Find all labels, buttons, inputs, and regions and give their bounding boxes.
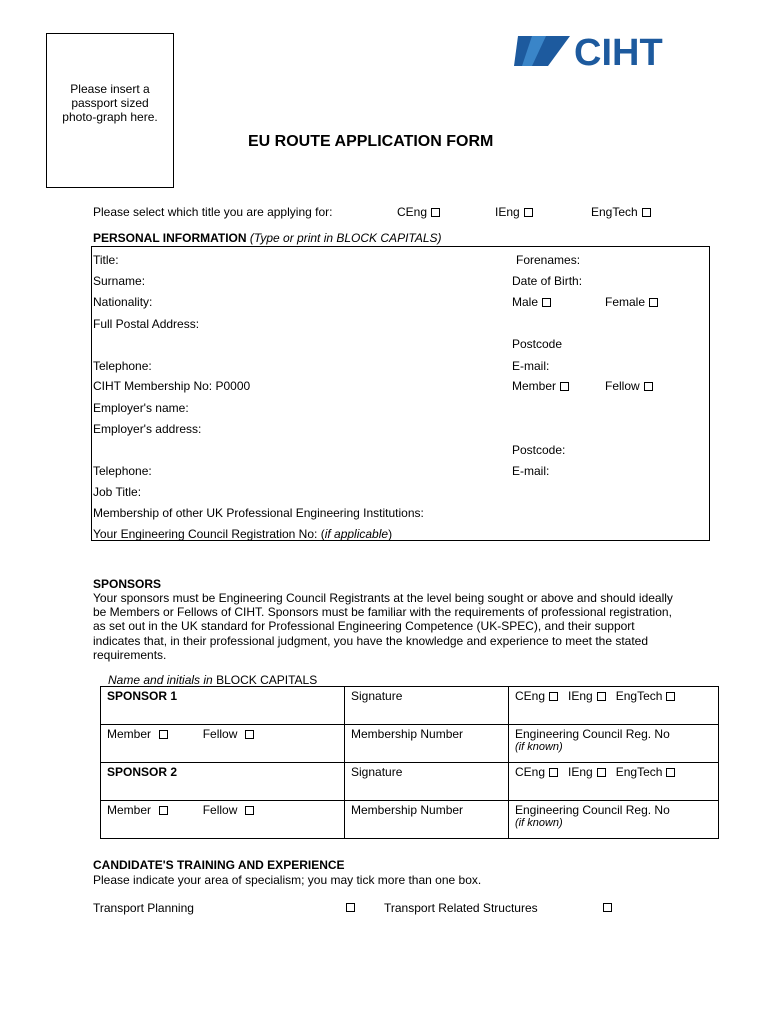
- sponsor1-ec-reg-cell[interactable]: [509, 725, 719, 763]
- sponsor1-membership-number-label: Membership Number: [351, 727, 464, 741]
- sponsor1-if-known: (if known): [515, 741, 563, 753]
- ec-reg-note: if applicable: [324, 527, 389, 541]
- engtech-checkbox[interactable]: [642, 208, 651, 217]
- ieng-checkbox[interactable]: [524, 208, 533, 217]
- option-ceng[interactable]: [397, 205, 440, 219]
- sponsor2-fellow-checkbox[interactable]: [245, 806, 254, 815]
- sponsor-name-note-italic: Name and initials in: [108, 673, 213, 687]
- email-field[interactable]: E-mail:: [512, 359, 550, 373]
- employer-postcode-field[interactable]: Postcode:: [512, 443, 566, 457]
- fellow-checkbox[interactable]: [644, 382, 653, 391]
- sponsor2-member-cell: [101, 801, 345, 839]
- member-checkbox[interactable]: [560, 382, 569, 391]
- option-ieng-label: IEng: [495, 205, 520, 219]
- sponsor1-ieng-checkbox[interactable]: [597, 692, 606, 701]
- photo-instruction: Please insert a passport sized photo-graph here.: [62, 82, 158, 124]
- forenames-field[interactable]: Forenames:: [516, 253, 581, 267]
- fellow-label: Fellow: [605, 379, 640, 393]
- sponsor1-label: SPONSOR 1: [107, 689, 178, 703]
- logo-text: CIHT: [574, 32, 663, 70]
- sponsor1-grade-cell: [509, 687, 719, 725]
- sponsor1-name-cell[interactable]: [101, 687, 345, 725]
- job-title-field[interactable]: Job Title:: [93, 485, 142, 499]
- sponsor1-signature-cell[interactable]: [345, 687, 509, 725]
- sponsor2-ec-reg-cell[interactable]: [509, 801, 719, 839]
- employer-telephone-field[interactable]: Telephone:: [93, 464, 152, 478]
- sponsor1-ieng-label: IEng: [568, 689, 593, 703]
- sponsor2-signature-label: Signature: [351, 765, 403, 779]
- personal-heading-note: (Type or print in BLOCK CAPITALS): [249, 231, 442, 245]
- sponsor2-membership-number-label: Membership Number: [351, 803, 464, 817]
- form-title: EU ROUTE APPLICATION FORM: [248, 133, 494, 150]
- sponsor2-engtech-checkbox[interactable]: [666, 768, 675, 777]
- sponsor1-member-checkbox[interactable]: [159, 730, 168, 739]
- option-engtech-label: EngTech: [591, 205, 638, 219]
- sponsor2-ceng-checkbox[interactable]: [549, 768, 558, 777]
- training-heading: CANDIDATE'S TRAINING AND EXPERIENCE: [93, 858, 345, 872]
- sponsor1-engtech-label: EngTech: [615, 689, 663, 703]
- sponsor2-member-label: Member: [107, 803, 152, 817]
- ciht-logo: [514, 32, 699, 70]
- sponsor1-membership-row: [101, 725, 719, 763]
- female-option[interactable]: [605, 295, 658, 309]
- sponsor1-membership-number-cell[interactable]: [345, 725, 509, 763]
- male-option[interactable]: [512, 295, 551, 309]
- sponsor2-if-known: (if known): [515, 817, 563, 829]
- transport-structures-label: Transport Related Structures: [384, 901, 538, 915]
- sponsor2-ieng-checkbox[interactable]: [597, 768, 606, 777]
- sponsor2-engtech-label: EngTech: [615, 765, 663, 779]
- sponsor1-row: [101, 687, 719, 725]
- employer-email-field[interactable]: E-mail:: [512, 464, 550, 478]
- transport-planning-checkbox[interactable]: [346, 903, 355, 912]
- female-label: Female: [605, 295, 646, 309]
- sponsor1-signature-label: Signature: [351, 689, 403, 703]
- sponsor2-membership-row: [101, 801, 719, 839]
- sponsor1-member-cell: [101, 725, 345, 763]
- female-checkbox[interactable]: [649, 298, 658, 307]
- sponsor-table: [100, 686, 719, 839]
- sponsor2-row: [101, 763, 719, 801]
- sponsors-heading: SPONSORS: [93, 577, 162, 591]
- employer-address-field[interactable]: Employer's address:: [93, 422, 202, 436]
- transport-structures-checkbox[interactable]: [603, 903, 612, 912]
- title-select-prompt: Please select which title you are applying for:: [93, 205, 333, 219]
- sponsors-paragraph: Your sponsors must be Engineering Council Registrants at the level being sought or above and should ideally be Members or Fellows of CIHT. Sponsors must be familiar with the requirements of professional registration, as set out in the UK standard for Professional Engineering Competence (UK-SPEC), and their support indicates that, in their professional judgment, you have the knowledge and experience to meet the stated requirements.: [93, 591, 673, 662]
- title-field[interactable]: Title:: [93, 253, 119, 267]
- sponsor2-label: SPONSOR 2: [107, 765, 178, 779]
- dob-field[interactable]: Date of Birth:: [512, 274, 583, 288]
- sponsor1-engtech-checkbox[interactable]: [666, 692, 675, 701]
- postal-address-field[interactable]: Full Postal Address:: [93, 317, 200, 331]
- sponsor1-fellow-checkbox[interactable]: [245, 730, 254, 739]
- option-ceng-label: CEng: [397, 205, 428, 219]
- male-label: Male: [512, 295, 539, 309]
- member-label: Member: [512, 379, 557, 393]
- photo-placeholder-box: [46, 33, 174, 188]
- personal-info-box: [91, 246, 710, 541]
- option-engtech[interactable]: [591, 205, 651, 219]
- sponsor2-ec-reg-label: Engineering Council Reg. No: [515, 803, 670, 817]
- sponsor2-ieng-label: IEng: [568, 765, 593, 779]
- membership-no-field[interactable]: CIHT Membership No: P0000: [93, 379, 251, 393]
- sponsor-name-note-plain: BLOCK CAPITALS: [216, 673, 318, 687]
- member-option[interactable]: [512, 379, 569, 393]
- sponsor2-fellow-label: Fellow: [202, 803, 238, 817]
- personal-heading-title: PERSONAL INFORMATION: [93, 231, 247, 245]
- personal-heading: [93, 231, 442, 245]
- sponsor1-ceng-checkbox[interactable]: [549, 692, 558, 701]
- sponsor1-ceng-label: CEng: [515, 689, 546, 703]
- sponsor2-member-checkbox[interactable]: [159, 806, 168, 815]
- employer-name-field[interactable]: Employer's name:: [93, 401, 189, 415]
- ceng-checkbox[interactable]: [431, 208, 440, 217]
- sponsor2-membership-number-cell[interactable]: [345, 801, 509, 839]
- male-checkbox[interactable]: [542, 298, 551, 307]
- ec-registration-field[interactable]: [93, 527, 392, 541]
- telephone-field[interactable]: Telephone:: [93, 359, 152, 373]
- sponsor2-signature-cell[interactable]: [345, 763, 509, 801]
- sponsor2-name-cell[interactable]: [101, 763, 345, 801]
- sponsor2-grade-cell: [509, 763, 719, 801]
- ciht-logo-mark-icon: [514, 32, 699, 70]
- sponsor2-ceng-label: CEng: [515, 765, 546, 779]
- fellow-option[interactable]: [605, 379, 653, 393]
- ec-reg-close: ): [388, 527, 393, 541]
- sponsor1-fellow-label: Fellow: [202, 727, 238, 741]
- transport-planning-label: Transport Planning: [93, 901, 194, 915]
- surname-field[interactable]: Surname:: [93, 274, 146, 288]
- sponsor1-member-label: Member: [107, 727, 152, 741]
- ec-reg-label: Your Engineering Council Registration No: (: [93, 527, 325, 541]
- other-membership-field[interactable]: Membership of other UK Professional Engineering Institutions:: [93, 506, 424, 520]
- nationality-field[interactable]: Nationality:: [93, 295, 153, 309]
- sponsor1-ec-reg-label: Engineering Council Reg. No: [515, 727, 670, 741]
- option-ieng[interactable]: [495, 205, 533, 219]
- postcode-field[interactable]: Postcode: [512, 337, 563, 351]
- training-instruction: Please indicate your area of specialism; you may tick more than one box.: [93, 873, 482, 887]
- sponsor-name-note: [108, 673, 317, 687]
